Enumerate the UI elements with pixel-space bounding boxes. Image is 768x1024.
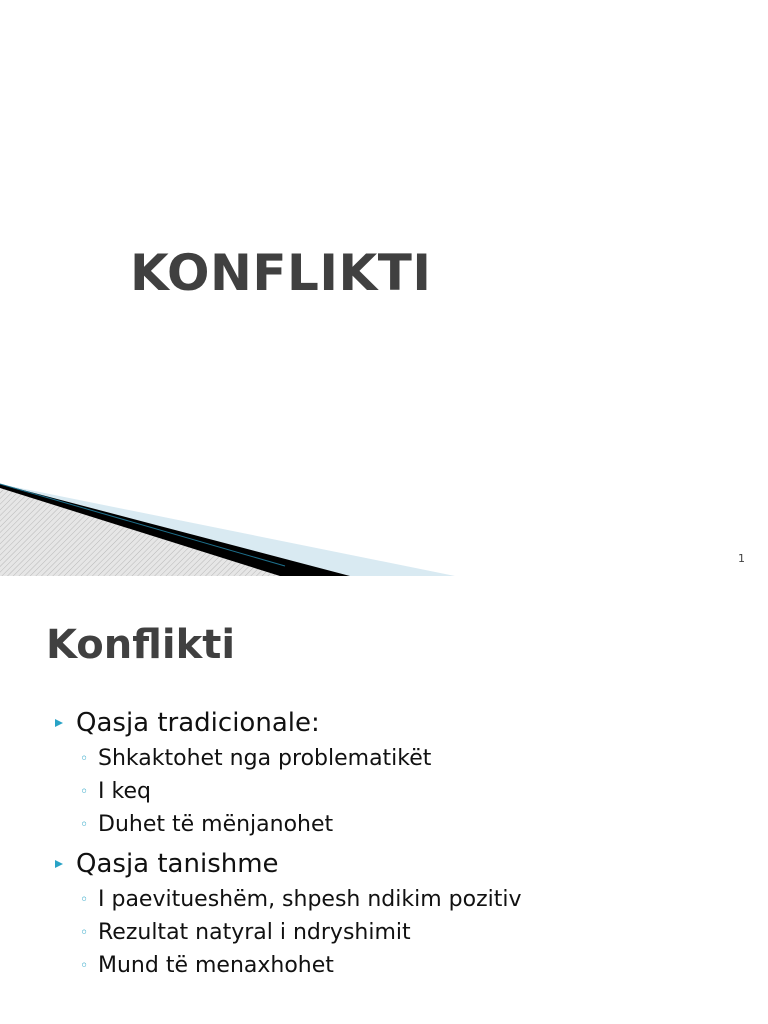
slide-title: KONFLIKTI (130, 244, 432, 302)
bullet-text: Qasja tradicionale: (76, 708, 320, 738)
sub-bullet-text: Mund të menaxhohet (98, 953, 334, 978)
sub-bullet-text: I keq (98, 779, 151, 804)
bullet-item (54, 704, 754, 742)
triangle-bullet-icon (54, 859, 76, 869)
bullet-text: Qasja tanishme (76, 849, 279, 879)
hollow-circle-bullet-icon: ◦ (80, 783, 89, 800)
slide-decoration (0, 470, 768, 576)
bullet-group (54, 704, 754, 841)
sub-bullet-item (54, 949, 754, 982)
slide-number: 1 (738, 552, 745, 565)
hollow-circle-bullet-icon: ◦ (80, 957, 89, 974)
sub-bullet-item (54, 916, 754, 949)
bullet-item (54, 845, 754, 883)
sub-bullet-text: I paevitueshëm, shpesh ndikim pozitiv (98, 887, 522, 912)
hollow-circle-bullet-icon: ◦ (80, 816, 89, 833)
hollow-circle-bullet-icon: ◦ (80, 750, 89, 767)
sub-bullet-item (54, 808, 754, 841)
bullet-group (54, 845, 754, 982)
hollow-circle-bullet-icon: ◦ (80, 924, 89, 941)
slide-2 (0, 576, 768, 1024)
bullet-list (54, 704, 754, 986)
sub-bullet-item (54, 775, 754, 808)
sub-bullet-text: Shkaktohet nga problematikët (98, 746, 432, 771)
sub-bullet-text: Duhet të mënjanohet (98, 812, 334, 837)
sub-bullet-item (54, 742, 754, 775)
sub-bullet-item (54, 883, 754, 916)
triangle-bullet-icon (54, 718, 76, 728)
slide-title: Konflikti (46, 622, 236, 668)
hollow-circle-bullet-icon: ◦ (80, 891, 89, 908)
sub-bullet-text: Rezultat natyral i ndryshimit (98, 920, 411, 945)
